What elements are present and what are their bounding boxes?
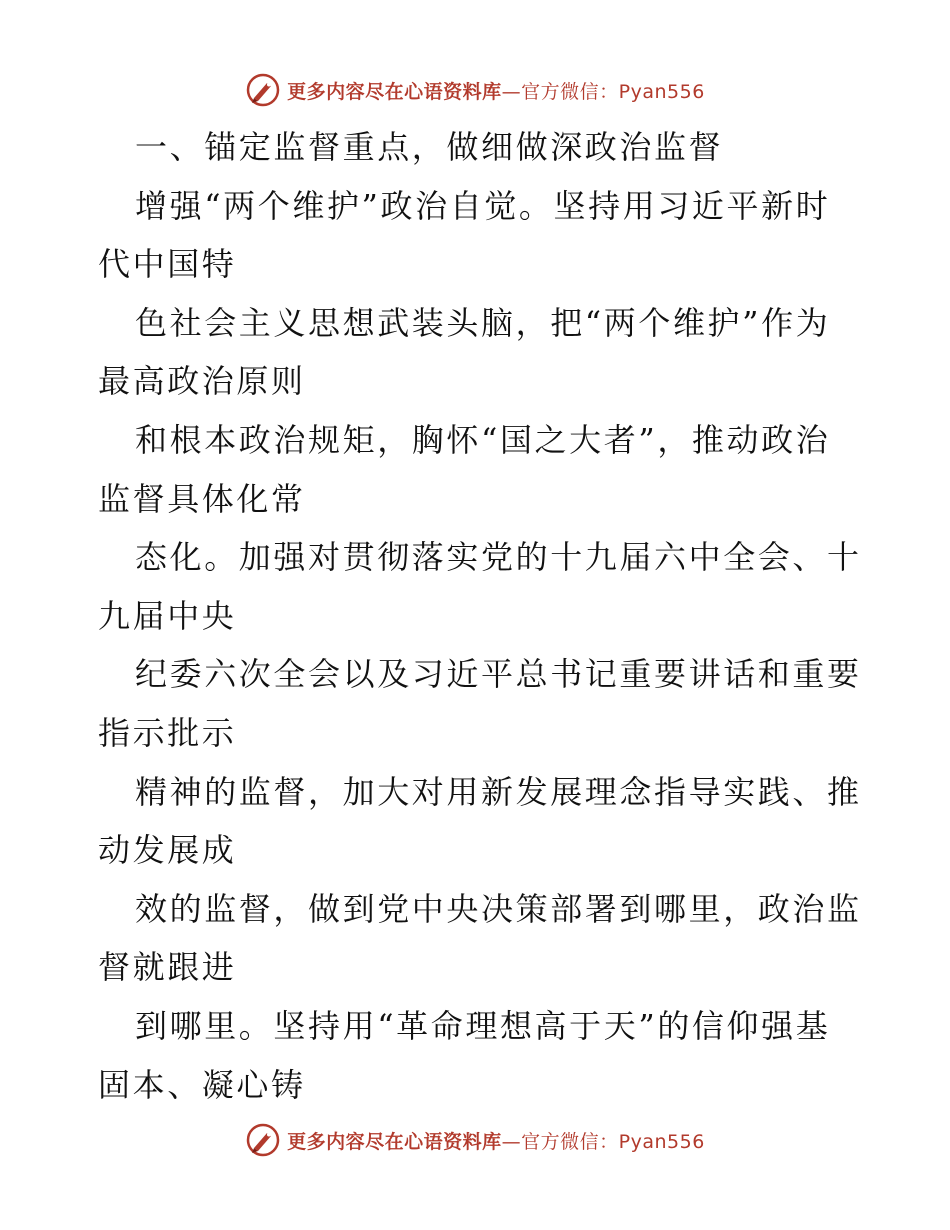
text-line: 最高政治原则 xyxy=(98,362,306,401)
text-line: 增强“两个维护”政治自觉。坚持用习近平新时 xyxy=(135,186,831,225)
text-line: 到哪里。坚持用“革命理想高于天”的信仰强基 xyxy=(135,1006,831,1045)
text-line: 纪委六次全会以及习近平总书记重要讲话和重要 xyxy=(135,655,862,694)
header-watermark-text: 更多内容尽在心语资料库—官方微信：Pyan556 xyxy=(287,80,705,103)
pen-logo-icon xyxy=(245,72,281,108)
text-line: 精神的监督，加大对用新发展理念指导实践、推 xyxy=(135,772,862,811)
text-line: 色社会主义思想武装头脑，把“两个维护”作为 xyxy=(135,303,831,342)
text-line: 九届中央 xyxy=(98,596,237,635)
header-watermark xyxy=(0,70,950,110)
text-line: 指示批示 xyxy=(98,713,237,752)
text-line: 监督具体化常 xyxy=(98,479,306,518)
footer-watermark-text: 更多内容尽在心语资料库—官方微信：Pyan556 xyxy=(287,1130,705,1153)
text-line: 代中国特 xyxy=(98,245,237,284)
text-line: 动发展成 xyxy=(98,831,237,870)
footer-watermark xyxy=(0,1120,950,1160)
text-line: 固本、凝心铸 xyxy=(98,1065,306,1104)
text-line: 督就跟进 xyxy=(98,948,237,987)
text-line: 态化。加强对贯彻落实党的十九届六中全会、十 xyxy=(135,538,862,577)
text-line: 效的监督，做到党中央决策部署到哪里，政治监 xyxy=(135,889,862,928)
text-line: 和根本政治规矩，胸怀“国之大者”，推动政治 xyxy=(135,420,831,459)
pen-logo-icon xyxy=(245,1122,281,1158)
document-body xyxy=(98,118,862,1114)
text-line: 一、锚定监督重点，做细做深政治监督 xyxy=(135,128,724,166)
